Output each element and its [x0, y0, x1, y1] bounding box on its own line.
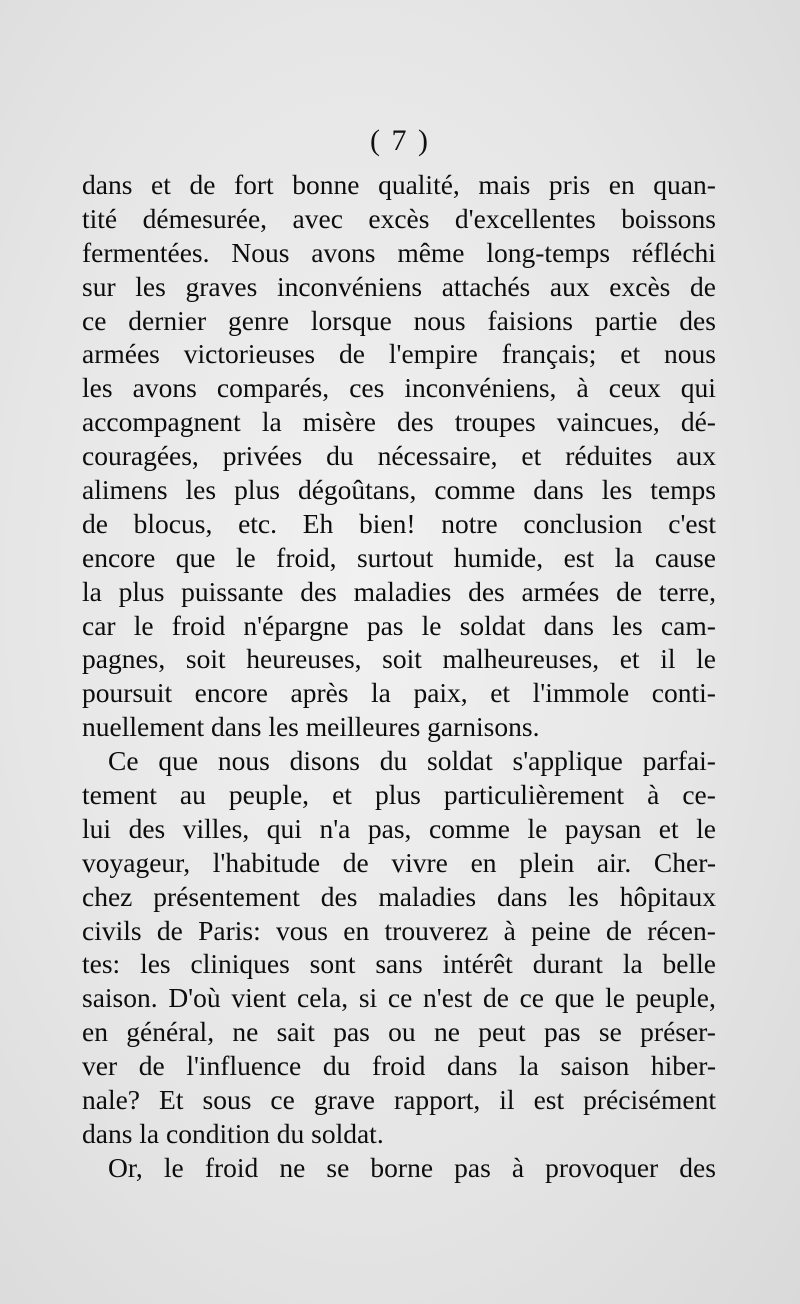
body-text: [82, 168, 716, 1185]
text-line: Or, le froid ne se borne pas à provoquer des: [108, 1151, 716, 1183]
text-line: en général, ne sait pas ou ne peut pas se préser-: [82, 1016, 716, 1048]
text-line: de blocus, etc. Eh bien! notre conclusion c'est: [82, 507, 716, 539]
text-line: tité démesurée, avec excès d'excellentes boissons: [82, 202, 716, 234]
text-line: accompagnent la misère des troupes vaincues, dé-: [82, 406, 716, 438]
text-line: couragées, privées du nécessaire, et réduites aux: [82, 440, 716, 472]
text-line: chez présentement des maladies dans les hôpitaux: [82, 880, 716, 912]
text-line: encore que le froid, surtout humide, est la cause: [82, 541, 716, 573]
text-line: fermentées. Nous avons même long-temps réfléchi: [82, 236, 716, 268]
text-line: nale? Et sous ce grave rapport, il est précisément: [82, 1084, 716, 1116]
text-line: armées victorieuses de l'empire français; et nous: [82, 338, 716, 370]
text-line: les avons comparés, ces inconvéniens, à ceux qui: [82, 372, 716, 404]
text-line: saison. D'où vient cela, si ce n'est de ce que le peuple,: [82, 982, 716, 1014]
text-line: civils de Paris: vous en trouverez à peine de récen-: [82, 914, 716, 946]
text-line: car le froid n'épargne pas le soldat dans les cam-: [82, 609, 716, 641]
text-line: Ce que nous disons du soldat s'applique parfai-: [108, 745, 716, 777]
text-line: alimens les plus dégoûtans, comme dans les temps: [82, 474, 716, 506]
text-line: voyageur, l'habitude de vivre en plein air. Cher-: [82, 846, 716, 878]
text-line: poursuit encore après la paix, et l'immole conti-: [82, 677, 716, 709]
page-number: ( 7 ): [370, 124, 430, 157]
text-line: dans et de fort bonne qualité, mais pris en quan-: [82, 169, 716, 200]
text-line: lui des villes, qui n'a pas, comme le paysan et le: [82, 812, 716, 844]
text-line: pagnes, soit heureuses, soit malheureuses, et il le: [82, 643, 716, 675]
text-line: tes: les cliniques sont sans intérêt durant la belle: [82, 948, 716, 980]
text-line: nuellement dans les meilleures garnisons.: [82, 711, 540, 743]
text-line: tement au peuple, et plus particulièrement à ce-: [82, 779, 716, 811]
text-line: ver de l'influence du froid dans la saison hiber-: [82, 1050, 716, 1082]
text-line: ce dernier genre lorsque nous faisions partie des: [82, 304, 716, 336]
text-line: sur les graves inconvéniens attachés aux excès de: [82, 270, 716, 302]
text-line: dans la condition du soldat.: [82, 1117, 384, 1149]
text-line: la plus puissante des maladies des armées de terre,: [82, 575, 716, 607]
